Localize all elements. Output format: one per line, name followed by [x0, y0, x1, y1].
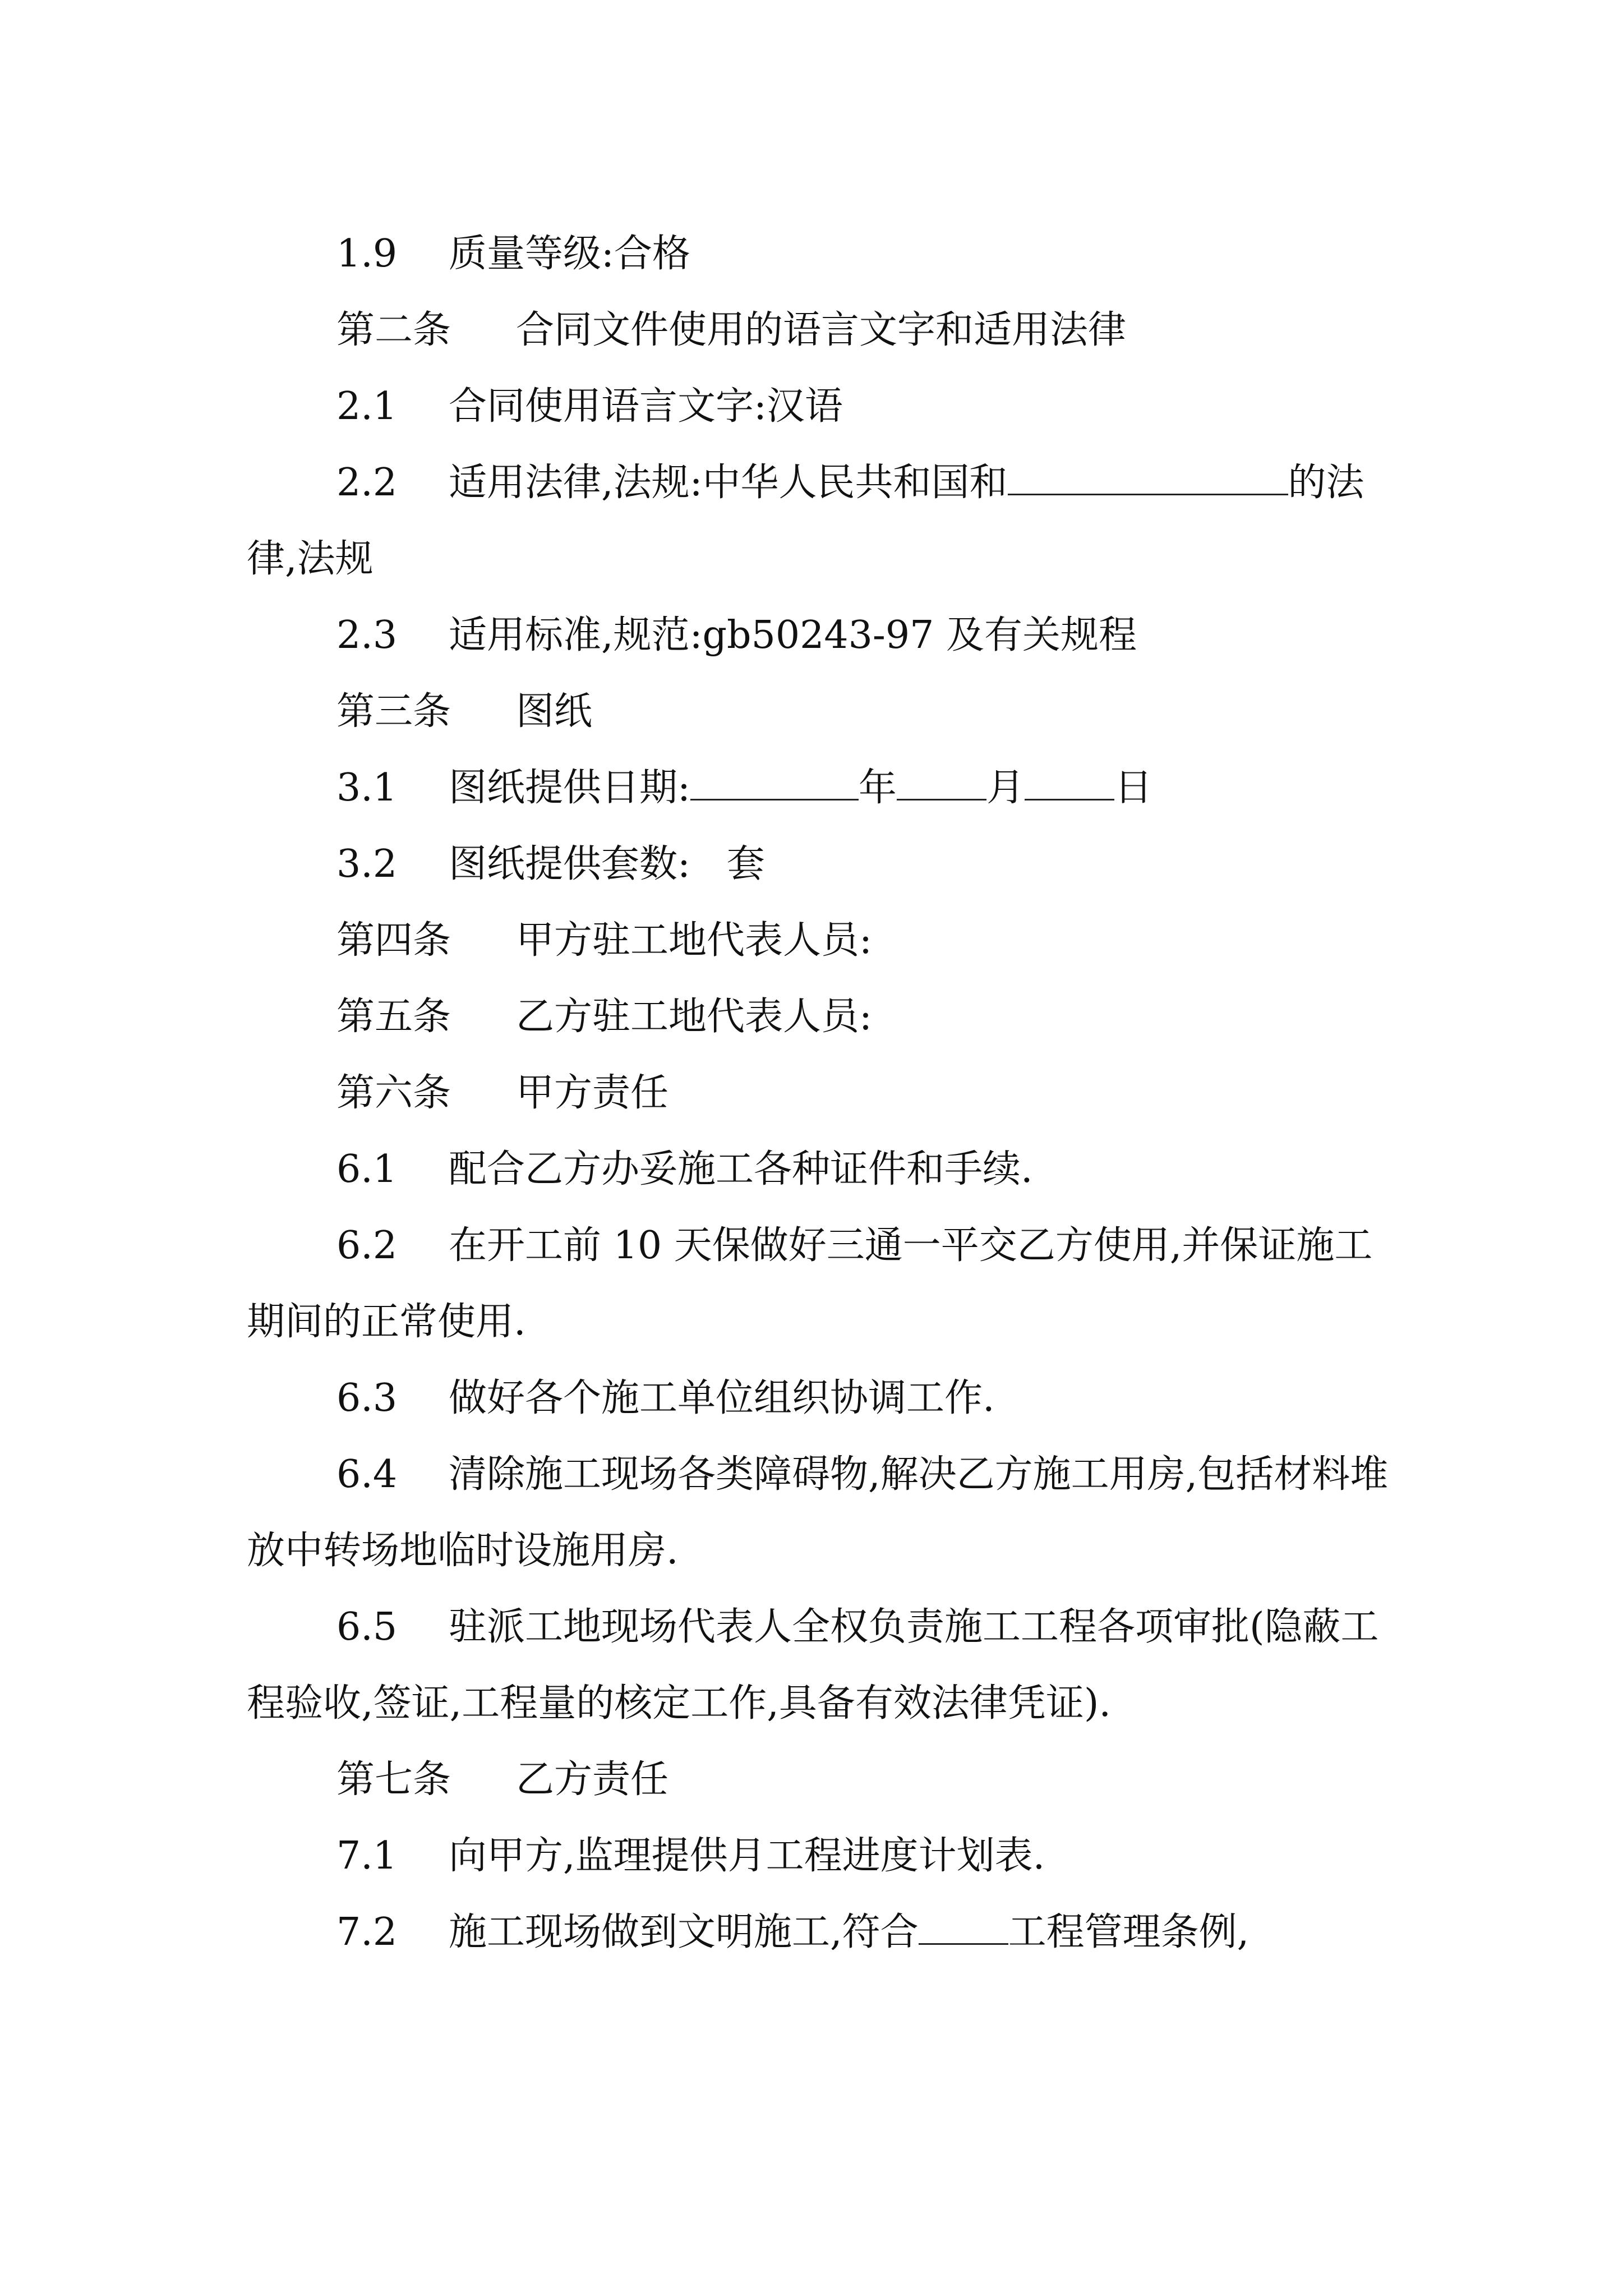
day-blank [1025, 765, 1114, 800]
article-title: 乙方责任 [516, 1757, 669, 1802]
fill-in-blank [919, 1910, 1008, 1945]
clause-6-3 [247, 1360, 1391, 1437]
article-label: 第三条 [336, 689, 451, 734]
clause-text: 配合乙方办妥施工各种证件和手续. [449, 1147, 1033, 1191]
clause-3-2 [247, 826, 1391, 903]
article-label: 第四条 [336, 918, 451, 963]
clause-text: 适用法律,法规:中华人民共和国和 [449, 461, 1008, 505]
clause-text: 适用标准,规范:gb50243-97 及有关规程 [449, 613, 1137, 657]
clause-6-4 [247, 1437, 1391, 1589]
clause-3-1 [247, 750, 1391, 826]
article-5-heading [247, 979, 1391, 1055]
article-title: 甲方责任 [516, 1071, 669, 1115]
clause-text: 合同使用语言文字:汉语 [449, 384, 843, 429]
clause-number: 6.1 [336, 1147, 398, 1191]
clause-6-2 [247, 1208, 1391, 1360]
clause-number: 2.2 [336, 461, 398, 505]
clause-number: 1.9 [336, 232, 398, 276]
year-label: 年 [858, 766, 897, 810]
article-label: 第七条 [336, 1757, 451, 1802]
month-blank [897, 765, 986, 800]
contract-body [247, 216, 1391, 1971]
article-title: 图纸 [516, 689, 593, 734]
clause-text: 做好各个施工单位组织协调工作. [449, 1376, 995, 1420]
clause-number: 2.1 [336, 384, 398, 429]
article-title: 合同文件使用的语言文字和适用法律 [516, 308, 1127, 352]
article-3-heading [247, 674, 1391, 750]
fill-in-blank [1008, 460, 1288, 495]
clause-text: 施工现场做到文明施工,符合 [449, 1910, 919, 1954]
article-title: 甲方驻工地代表人员: [516, 918, 872, 963]
clause-text: 向甲方,监理提供月工程进度计划表. [449, 1834, 1045, 1878]
clause-2-3 [247, 597, 1391, 674]
article-label: 第二条 [336, 308, 451, 352]
year-blank [690, 765, 859, 800]
clause-text-continued: 的法律,法规 [247, 461, 1364, 581]
clause-number: 3.1 [336, 766, 398, 810]
clause-7-1 [247, 1818, 1391, 1894]
clause-text: 图纸提供日期: [449, 766, 690, 810]
clause-number: 7.2 [336, 1910, 398, 1954]
clause-6-5 [247, 1589, 1391, 1742]
article-7-heading [247, 1742, 1391, 1818]
article-6-heading [247, 1055, 1391, 1131]
clause-text: 清除施工现场各类障碍物,解决乙方施工用房,包括材料堆放中转场地临时设施用房. [247, 1452, 1389, 1573]
article-label: 第五条 [336, 995, 451, 1039]
day-label: 日 [1114, 766, 1152, 810]
article-2-heading [247, 292, 1391, 369]
clause-number: 6.2 [336, 1223, 398, 1268]
clause-1-9 [247, 216, 1391, 292]
clause-text-continued: 工程管理条例, [1008, 1910, 1249, 1954]
clause-text: 质量等级:合格 [449, 232, 690, 276]
article-title: 乙方驻工地代表人员: [516, 995, 872, 1039]
clause-number: 6.4 [336, 1452, 398, 1497]
clause-number: 6.5 [336, 1605, 398, 1649]
clause-2-1 [247, 369, 1391, 445]
article-4-heading [247, 903, 1391, 979]
clause-text: 图纸提供套数: 套 [449, 842, 765, 886]
clause-6-1 [247, 1131, 1391, 1208]
clause-number: 7.1 [336, 1834, 398, 1878]
clause-2-2 [247, 445, 1391, 597]
clause-number: 3.2 [336, 842, 398, 886]
clause-text: 驻派工地现场代表人全权负责施工工程各项审批(隐蔽工程验收,签证,工程量的核定工作,具备有效法律凭证). [247, 1605, 1379, 1726]
clause-7-2 [247, 1894, 1391, 1971]
clause-text: 在开工前 10 天保做好三通一平交乙方使用,并保证施工期间的正常使用. [247, 1223, 1373, 1344]
month-label: 月 [986, 766, 1025, 810]
clause-number: 2.3 [336, 613, 398, 657]
article-label: 第六条 [336, 1071, 451, 1115]
clause-number: 6.3 [336, 1376, 398, 1420]
